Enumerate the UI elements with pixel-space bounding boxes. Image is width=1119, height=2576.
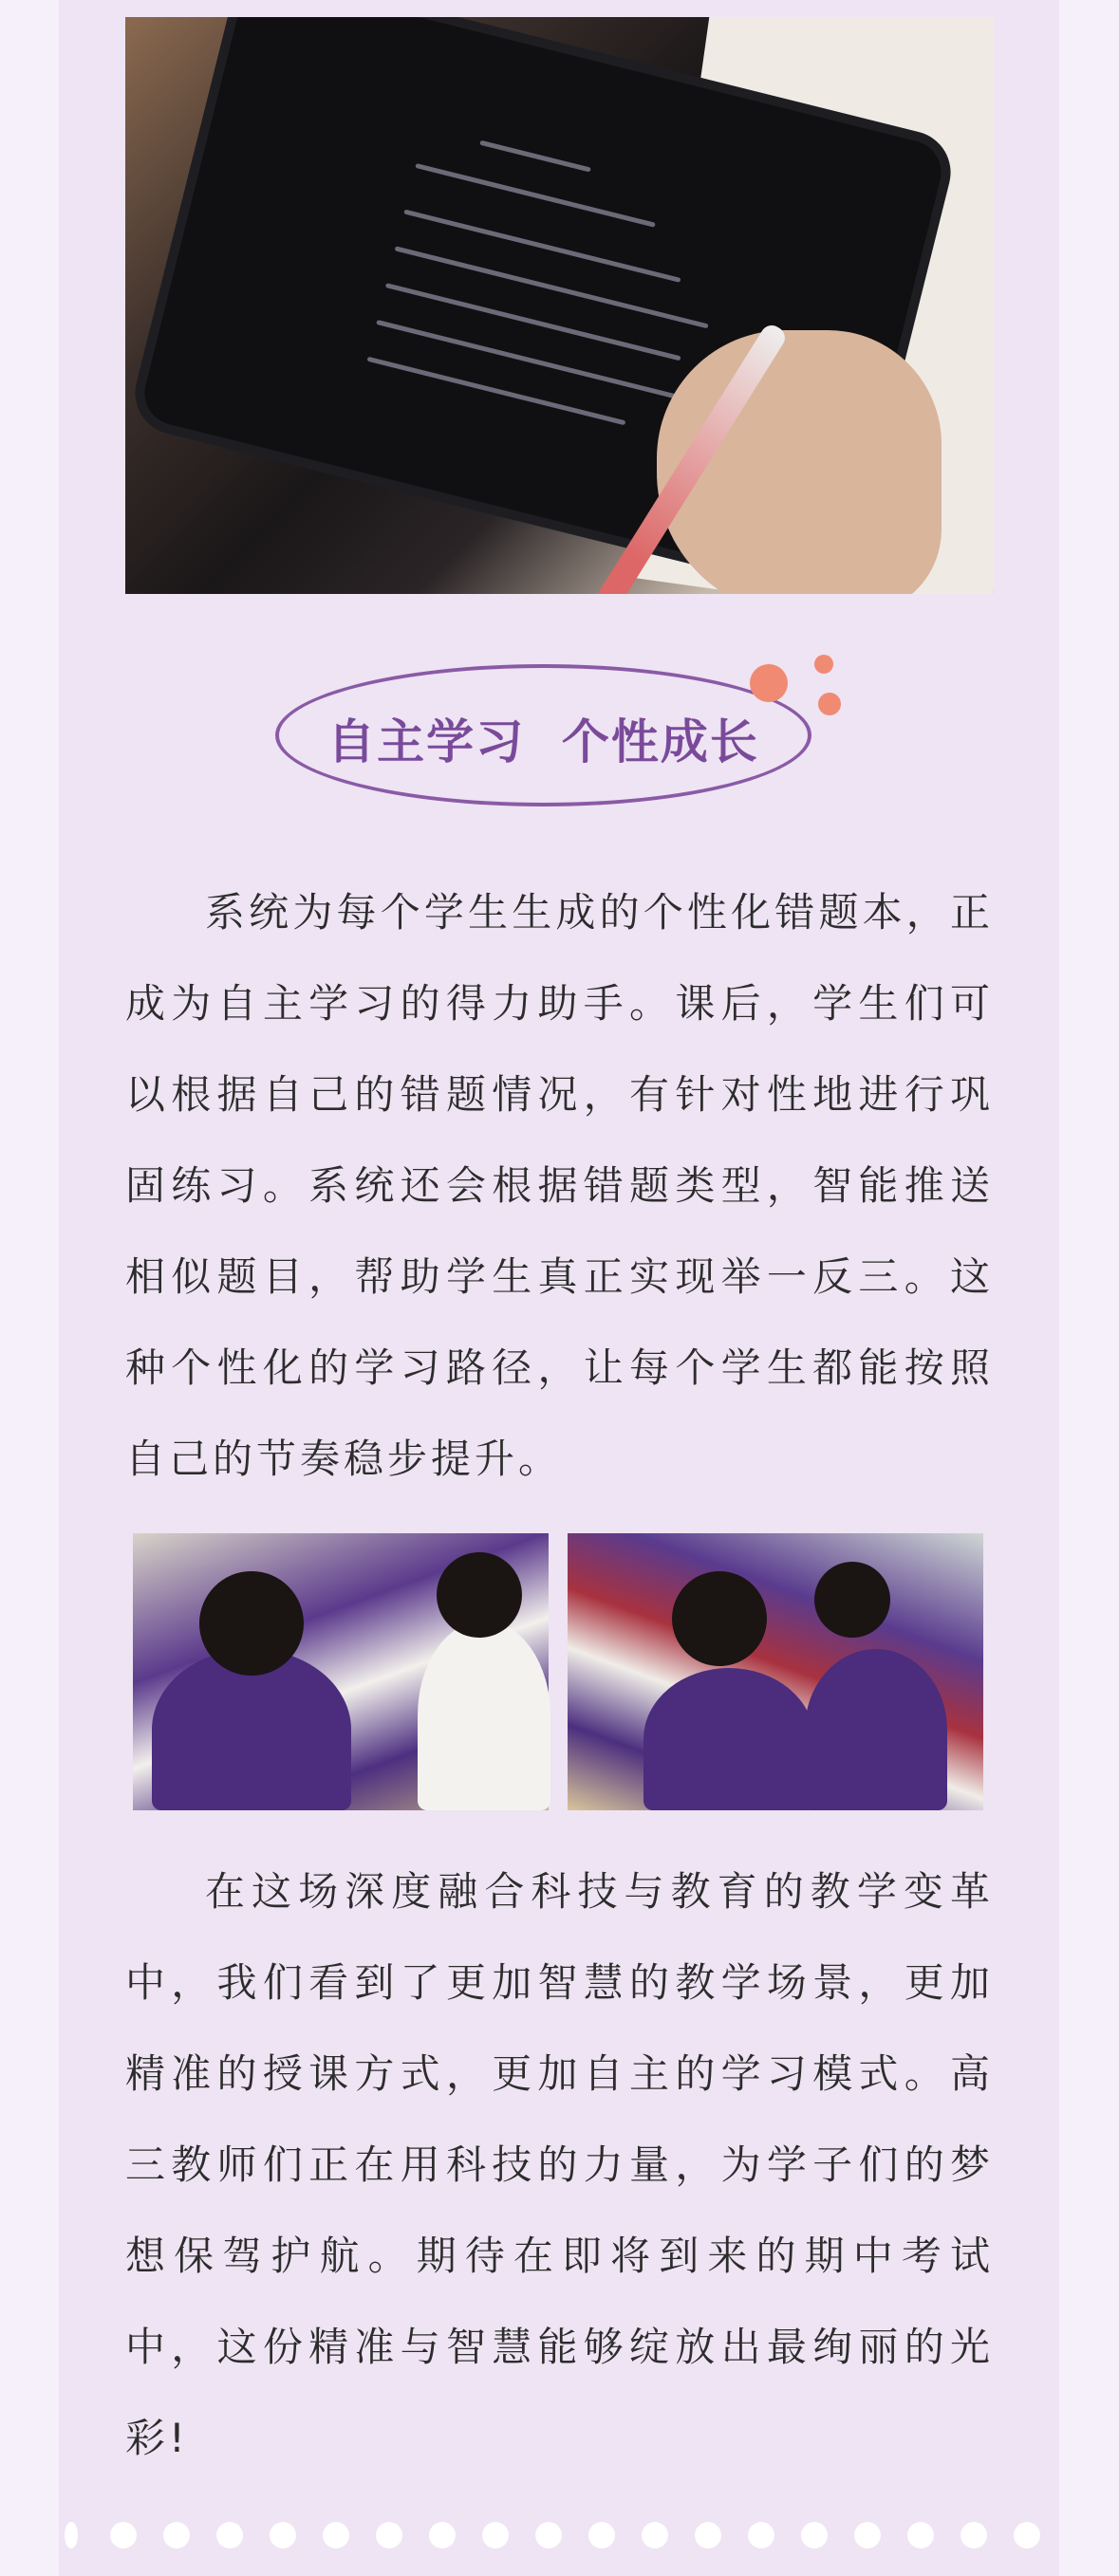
tablet-study-photo — [125, 17, 994, 594]
classroom-photo-left — [133, 1533, 549, 1810]
paragraph-conclusion: 在这场深度融合科技与教育的教学变革中，我们看到了更加智慧的教学场景，更加精准的授课方式，更加自主的学习模式。高三教师们正在用科技的力量，为学子们的梦想保驾护航。期待在即将到来的期中考试中，这份精准与智慧能够绽放出最绚丽的光彩! — [125, 1868, 994, 2461]
classroom-photo-right — [568, 1533, 983, 1810]
decor-dot — [750, 664, 788, 702]
section-title: 自主学习 个性成长 — [327, 714, 759, 769]
decor-dot — [818, 693, 841, 715]
section-heading — [275, 664, 816, 816]
paragraph-self-study: 系统为每个学生生成的个性化错题本，正成为自主学习的得力助手。课后，学生们可以根据自己的错题情况，有针对性地进行巩固练习。系统还会根据错题类型，智能推送相似题目，帮助学生真正实现举一反三。这种个性化的学习路径，让每个学生都能按照自己的节奏稳步提升。 — [125, 889, 994, 1482]
decor-dot — [814, 655, 833, 674]
bottom-dot-border — [59, 2514, 1059, 2552]
